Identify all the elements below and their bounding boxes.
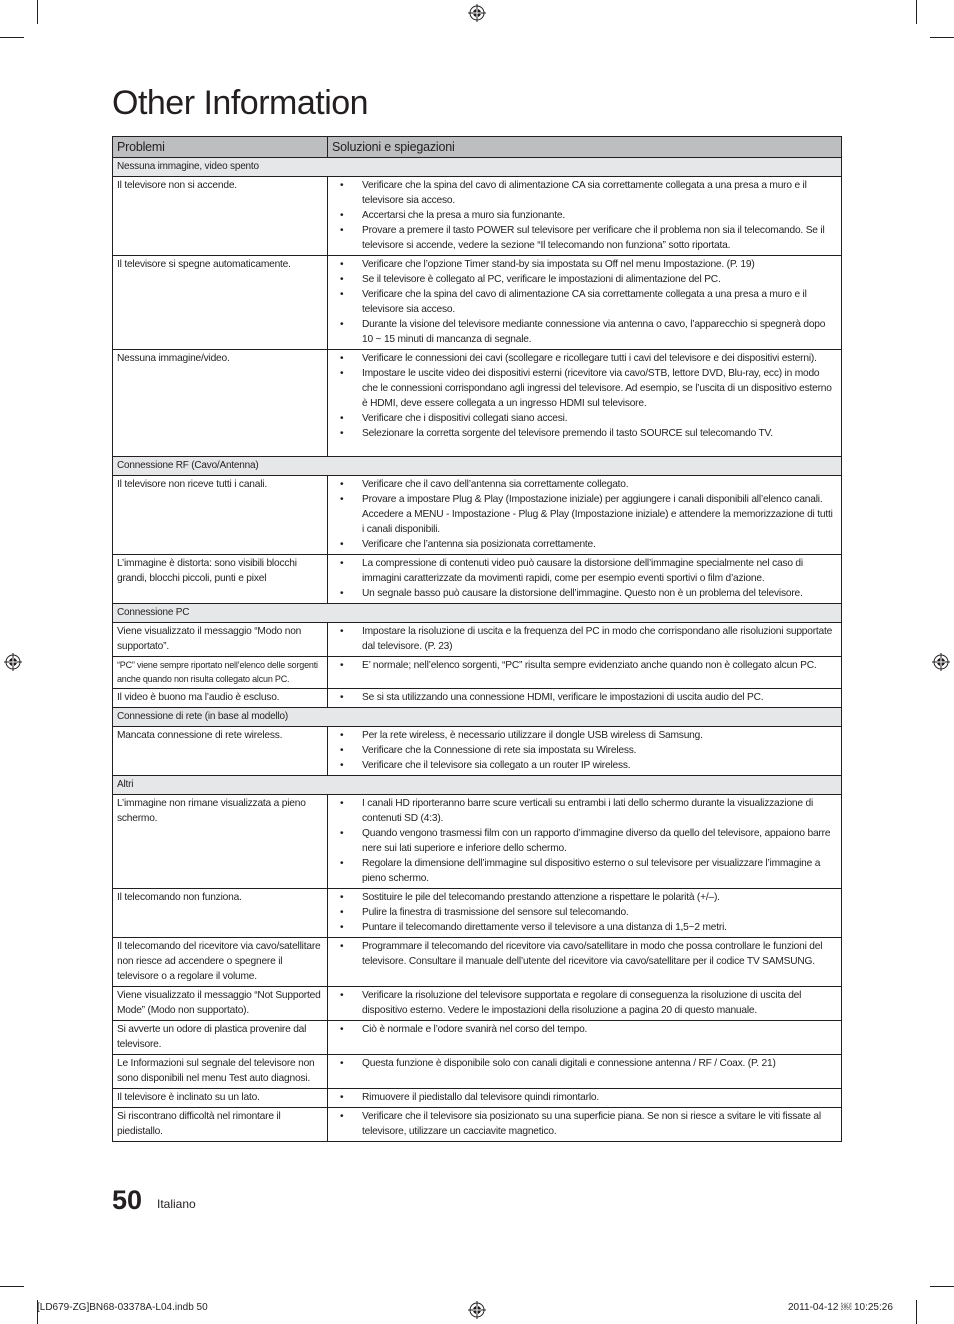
registration-crosshair-icon bbox=[468, 4, 486, 22]
problem-cell: Si riscontrano difficoltà nel rimontare il piedistallo. bbox=[113, 1108, 328, 1142]
solution-item: • Ciò è normale e l’odore svanirà nel corso del tempo. bbox=[332, 1022, 837, 1037]
solution-item: • Impostare la risoluzione di uscita e la frequenza del PC in modo che corrispondano alle risoluzioni supportate dal televisore. (P. 23) bbox=[332, 624, 837, 654]
solution-item: • Un segnale basso può causare la distorsione dell’immagine. Questo non è un problema del televisore. bbox=[332, 586, 837, 601]
solution-cell bbox=[328, 1089, 842, 1108]
table-row bbox=[113, 657, 842, 689]
table-row bbox=[113, 938, 842, 987]
problem-cell: Il telecomando non funziona. bbox=[113, 889, 328, 938]
section-title: Connessione RF (Cavo/Antenna) bbox=[113, 457, 328, 476]
solution-list bbox=[332, 624, 837, 654]
solution-item: • Pulire la finestra di trasmissione del sensore sul telecomando. bbox=[332, 905, 837, 920]
problem-cell: Il televisore si spegne automaticamente. bbox=[113, 256, 328, 350]
solution-item: • Accertarsi che la presa a muro sia funzionante. bbox=[332, 208, 837, 223]
solution-item: • Verificare che il cavo dell’antenna sia correttamente collegato. bbox=[332, 477, 837, 492]
section-row bbox=[113, 158, 842, 177]
solution-item: • Regolare la dimensione dell’immagine sul dispositivo esterno o sul televisore per visualizzare l’immagine a pieno schermo. bbox=[332, 856, 837, 886]
solution-item: • Durante la visione del televisore mediante connessione via antenna o cavo, l’apparecchio si spegnerà dopo 10 ~ 15 minuti di mancanza di segnale. bbox=[332, 317, 837, 347]
solution-list bbox=[332, 1022, 837, 1037]
solution-cell bbox=[328, 256, 842, 350]
crop-mark-bottom-right-v bbox=[916, 1300, 917, 1324]
crop-mark-top-right-v bbox=[916, 0, 917, 24]
problem-cell: Si avverte un odore di plastica provenire dal televisore. bbox=[113, 1021, 328, 1055]
solution-cell bbox=[328, 795, 842, 889]
problem-cell: Mancata connessione di rete wireless. bbox=[113, 727, 328, 776]
column-header-solutions: Soluzioni e spiegazioni bbox=[328, 137, 842, 158]
solution-item: • Per la rete wireless, è necessario utilizzare il dongle USB wireless di Samsung. bbox=[332, 728, 837, 743]
solution-cell bbox=[328, 938, 842, 987]
table-row bbox=[113, 350, 842, 457]
table-row bbox=[113, 689, 842, 708]
solution-list bbox=[332, 728, 837, 773]
problem-cell: Il telecomando del ricevitore via cavo/satellitare non riesce ad accendere o spegnere il televisore o a regolare il volume. bbox=[113, 938, 328, 987]
solution-list bbox=[332, 477, 837, 552]
page-language: Italiano bbox=[157, 1197, 196, 1211]
solution-item: • Selezionare la corretta sorgente del televisore premendo il tasto SOURCE sul telecomando TV. bbox=[332, 426, 837, 441]
section-row bbox=[113, 776, 842, 795]
table-row bbox=[113, 795, 842, 889]
solution-item: • Verificare che l’antenna sia posizionata correttamente. bbox=[332, 537, 837, 552]
page-title: Other Information bbox=[112, 84, 369, 122]
solution-item: • Verificare che la spina del cavo di alimentazione CA sia correttamente collegata a una presa a muro e il televisore sia acceso. bbox=[332, 287, 837, 317]
solution-item: • Verificare che la Connessione di rete sia impostata su Wireless. bbox=[332, 743, 837, 758]
solution-list bbox=[332, 796, 837, 886]
solution-item: • Questa funzione è disponibile solo con canali digitali e connessione antenna / RF / Coax. (P. 21) bbox=[332, 1056, 837, 1071]
crop-mark-top-left-h bbox=[0, 37, 24, 38]
table-row bbox=[113, 1021, 842, 1055]
problem-cell: L’immagine non rimane visualizzata a pieno schermo. bbox=[113, 795, 328, 889]
table-body bbox=[113, 158, 842, 1142]
section-spacer bbox=[328, 776, 842, 795]
registration-crosshair-icon bbox=[4, 653, 22, 671]
solution-item: • Puntare il telecomando direttamente verso il televisore a una distanza di 1,5~2 metri. bbox=[332, 920, 837, 935]
problem-cell: L’immagine è distorta: sono visibili blocchi grandi, blocchi piccoli, punti e pixel bbox=[113, 555, 328, 604]
table-row bbox=[113, 256, 842, 350]
solution-list bbox=[332, 939, 837, 969]
solution-cell bbox=[328, 476, 842, 555]
solution-cell bbox=[328, 555, 842, 604]
section-title: Connessione PC bbox=[113, 604, 328, 623]
problem-cell: Il televisore non si accende. bbox=[113, 177, 328, 256]
table-row bbox=[113, 476, 842, 555]
section-row bbox=[113, 604, 842, 623]
section-spacer bbox=[328, 158, 842, 177]
solution-item: • Se il televisore è collegato al PC, verificare le impostazioni di alimentazione del PC. bbox=[332, 272, 837, 287]
column-header-problems: Problemi bbox=[113, 137, 328, 158]
table-header-row bbox=[113, 137, 842, 158]
registration-crosshair-icon bbox=[468, 1301, 486, 1319]
solution-item: • Provare a impostare Plug & Play (Impostazione iniziale) per aggiungere i canali disponibili all’elenco canali. Accedere a MENU - Impostazione - Plug & Play (Impostazione iniziale) e attendere la memorizzazione di tutti i canali disponibili. bbox=[332, 492, 837, 537]
crop-mark-top-left-v bbox=[37, 0, 38, 24]
page-number: 50 bbox=[112, 1185, 143, 1215]
solution-list bbox=[332, 1056, 837, 1071]
solution-list bbox=[332, 988, 837, 1018]
print-slug-file: [LD679-ZG]BN68-03378A-L04.indb 50 bbox=[37, 1302, 208, 1313]
solution-list bbox=[332, 178, 837, 253]
solution-item: • Verificare le connessioni dei cavi (scollegare e ricollegare tutti i cavi del televisore e dei dispositivi esterni). bbox=[332, 351, 837, 366]
crop-mark-bottom-right-h bbox=[930, 1286, 954, 1287]
solution-cell bbox=[328, 1108, 842, 1142]
solution-cell bbox=[328, 1055, 842, 1089]
section-title: Connessione di rete (in base al modello) bbox=[113, 708, 328, 727]
solution-item: • Sostituire le pile del telecomando prestando attenzione a rispettare le polarità (+/–). bbox=[332, 890, 837, 905]
crop-mark-top-right-h bbox=[930, 37, 954, 38]
table-row bbox=[113, 623, 842, 657]
problem-cell: Viene visualizzato il messaggio “Modo non supportato”. bbox=[113, 623, 328, 657]
solution-list bbox=[332, 690, 837, 705]
problem-cell: Il televisore non riceve tutti i canali. bbox=[113, 476, 328, 555]
troubleshooting-table bbox=[112, 136, 842, 1142]
solution-item: • La compressione di contenuti video può causare la distorsione dell’immagine specialmente nel caso di immagini caratterizzate da movimenti rapidi, come per esempio eventi sportivi o film d’azione. bbox=[332, 556, 837, 586]
solution-list bbox=[332, 351, 837, 441]
registration-crosshair-icon bbox=[932, 653, 950, 671]
solution-item: • Verificare che il televisore sia collegato a un router IP wireless. bbox=[332, 758, 837, 773]
solution-list bbox=[332, 1109, 837, 1139]
solution-list bbox=[332, 1090, 837, 1105]
section-spacer bbox=[328, 604, 842, 623]
solution-cell bbox=[328, 350, 842, 457]
solution-cell bbox=[328, 657, 842, 689]
section-row bbox=[113, 457, 842, 476]
section-spacer bbox=[328, 457, 842, 476]
table-row bbox=[113, 889, 842, 938]
solution-item: • I canali HD riporteranno barre scure verticali su entrambi i lati dello schermo durante la visualizzazione di contenuti SD (4:3). bbox=[332, 796, 837, 826]
solution-cell bbox=[328, 623, 842, 657]
table-row bbox=[113, 727, 842, 776]
table-row bbox=[113, 1055, 842, 1089]
problem-cell: Il video è buono ma l’audio è escluso. bbox=[113, 689, 328, 708]
problem-cell: Nessuna immagine/video. bbox=[113, 350, 328, 457]
problem-cell: Le Informazioni sul segnale del televisore non sono disponibili nel menu Test auto diagnosi. bbox=[113, 1055, 328, 1089]
solution-item: • Quando vengono trasmessi film con un rapporto d’immagine diverso da quello del televisore, appaiono barre nere sui lati superiore e inferiore dello schermo. bbox=[332, 826, 837, 856]
section-row bbox=[113, 708, 842, 727]
solution-cell bbox=[328, 727, 842, 776]
problem-cell: Viene visualizzato il messaggio “Not Supported Mode” (Modo non supportato). bbox=[113, 987, 328, 1021]
solution-item: • Rimuovere il piedistallo dal televisore quindi rimontarlo. bbox=[332, 1090, 837, 1105]
solution-item: • Verificare che il televisore sia posizionato su una superficie piana. Se non si riesce a svitare le viti fissate al televisore, utilizzare un cacciavite magnetico. bbox=[332, 1109, 837, 1139]
solution-item: • Verificare che l’opzione Timer stand-by sia impostata su Off nel menu Impostazione. (P. 19) bbox=[332, 257, 837, 272]
solution-cell bbox=[328, 987, 842, 1021]
table-row bbox=[113, 987, 842, 1021]
solution-item: • Impostare le uscite video dei dispositivi esterni (ricevitore via cavo/STB, lettore DVD, Blu-ray, ecc) in modo che le connessioni corrispondano agli ingressi del televisore. Ad esempio, se l’uscita di un dispositivo esterno è HDMI, deve essere collegata a un ingresso HDMI sul televisore. bbox=[332, 366, 837, 411]
solution-list bbox=[332, 257, 837, 347]
solution-item: • E’ normale; nell’elenco sorgenti, “PC” risulta sempre evidenziato anche quando non è collegato alcun PC. bbox=[332, 658, 837, 673]
solution-list bbox=[332, 658, 837, 673]
solution-list bbox=[332, 556, 837, 601]
solution-item: • Verificare la risoluzione del televisore supportata e regolare di conseguenza la risoluzione di uscita del dispositivo esterno. Vedere le impostazioni della risoluzione a pagina 20 di questo manuale. bbox=[332, 988, 837, 1018]
table-row bbox=[113, 1108, 842, 1142]
solution-cell bbox=[328, 177, 842, 256]
solution-item: • Se si sta utilizzando una connessione HDMI, verificare le impostazioni di uscita audio del PC. bbox=[332, 690, 837, 705]
section-spacer bbox=[328, 708, 842, 727]
solution-cell bbox=[328, 889, 842, 938]
solution-item: • Verificare che i dispositivi collegati siano accesi. bbox=[332, 411, 837, 426]
solution-item: • Programmare il telecomando del ricevitore via cavo/satellitare in modo che possa controllare le funzioni del televisore. Consultare il manuale dell’utente del ricevitore via cavo/satellitare per il codice TV SAMSUNG. bbox=[332, 939, 837, 969]
table-row bbox=[113, 177, 842, 256]
section-title: Nessuna immagine, video spento bbox=[113, 158, 328, 177]
problem-cell: “PC” viene sempre riportato nell’elenco delle sorgenti anche quando non risulta collegato alcun PC. bbox=[113, 657, 328, 689]
crop-mark-bottom-left-h bbox=[0, 1286, 24, 1287]
table-row bbox=[113, 1089, 842, 1108]
solution-cell bbox=[328, 1021, 842, 1055]
print-slug-date: 2011-04-12 ￼ 10:25:26 bbox=[788, 1302, 893, 1313]
solution-list bbox=[332, 890, 837, 935]
solution-item: • Provare a premere il tasto POWER sul televisore per verificare che il problema non sia il telecomando. Se il televisore si accende, vedere la sezione “Il telecomando non funziona” sotto riportata. bbox=[332, 223, 837, 253]
solution-cell bbox=[328, 689, 842, 708]
section-title: Altri bbox=[113, 776, 328, 795]
table-row bbox=[113, 555, 842, 604]
solution-item: • Verificare che la spina del cavo di alimentazione CA sia correttamente collegata a una presa a muro e il televisore sia acceso. bbox=[332, 178, 837, 208]
problem-cell: Il televisore è inclinato su un lato. bbox=[113, 1089, 328, 1108]
